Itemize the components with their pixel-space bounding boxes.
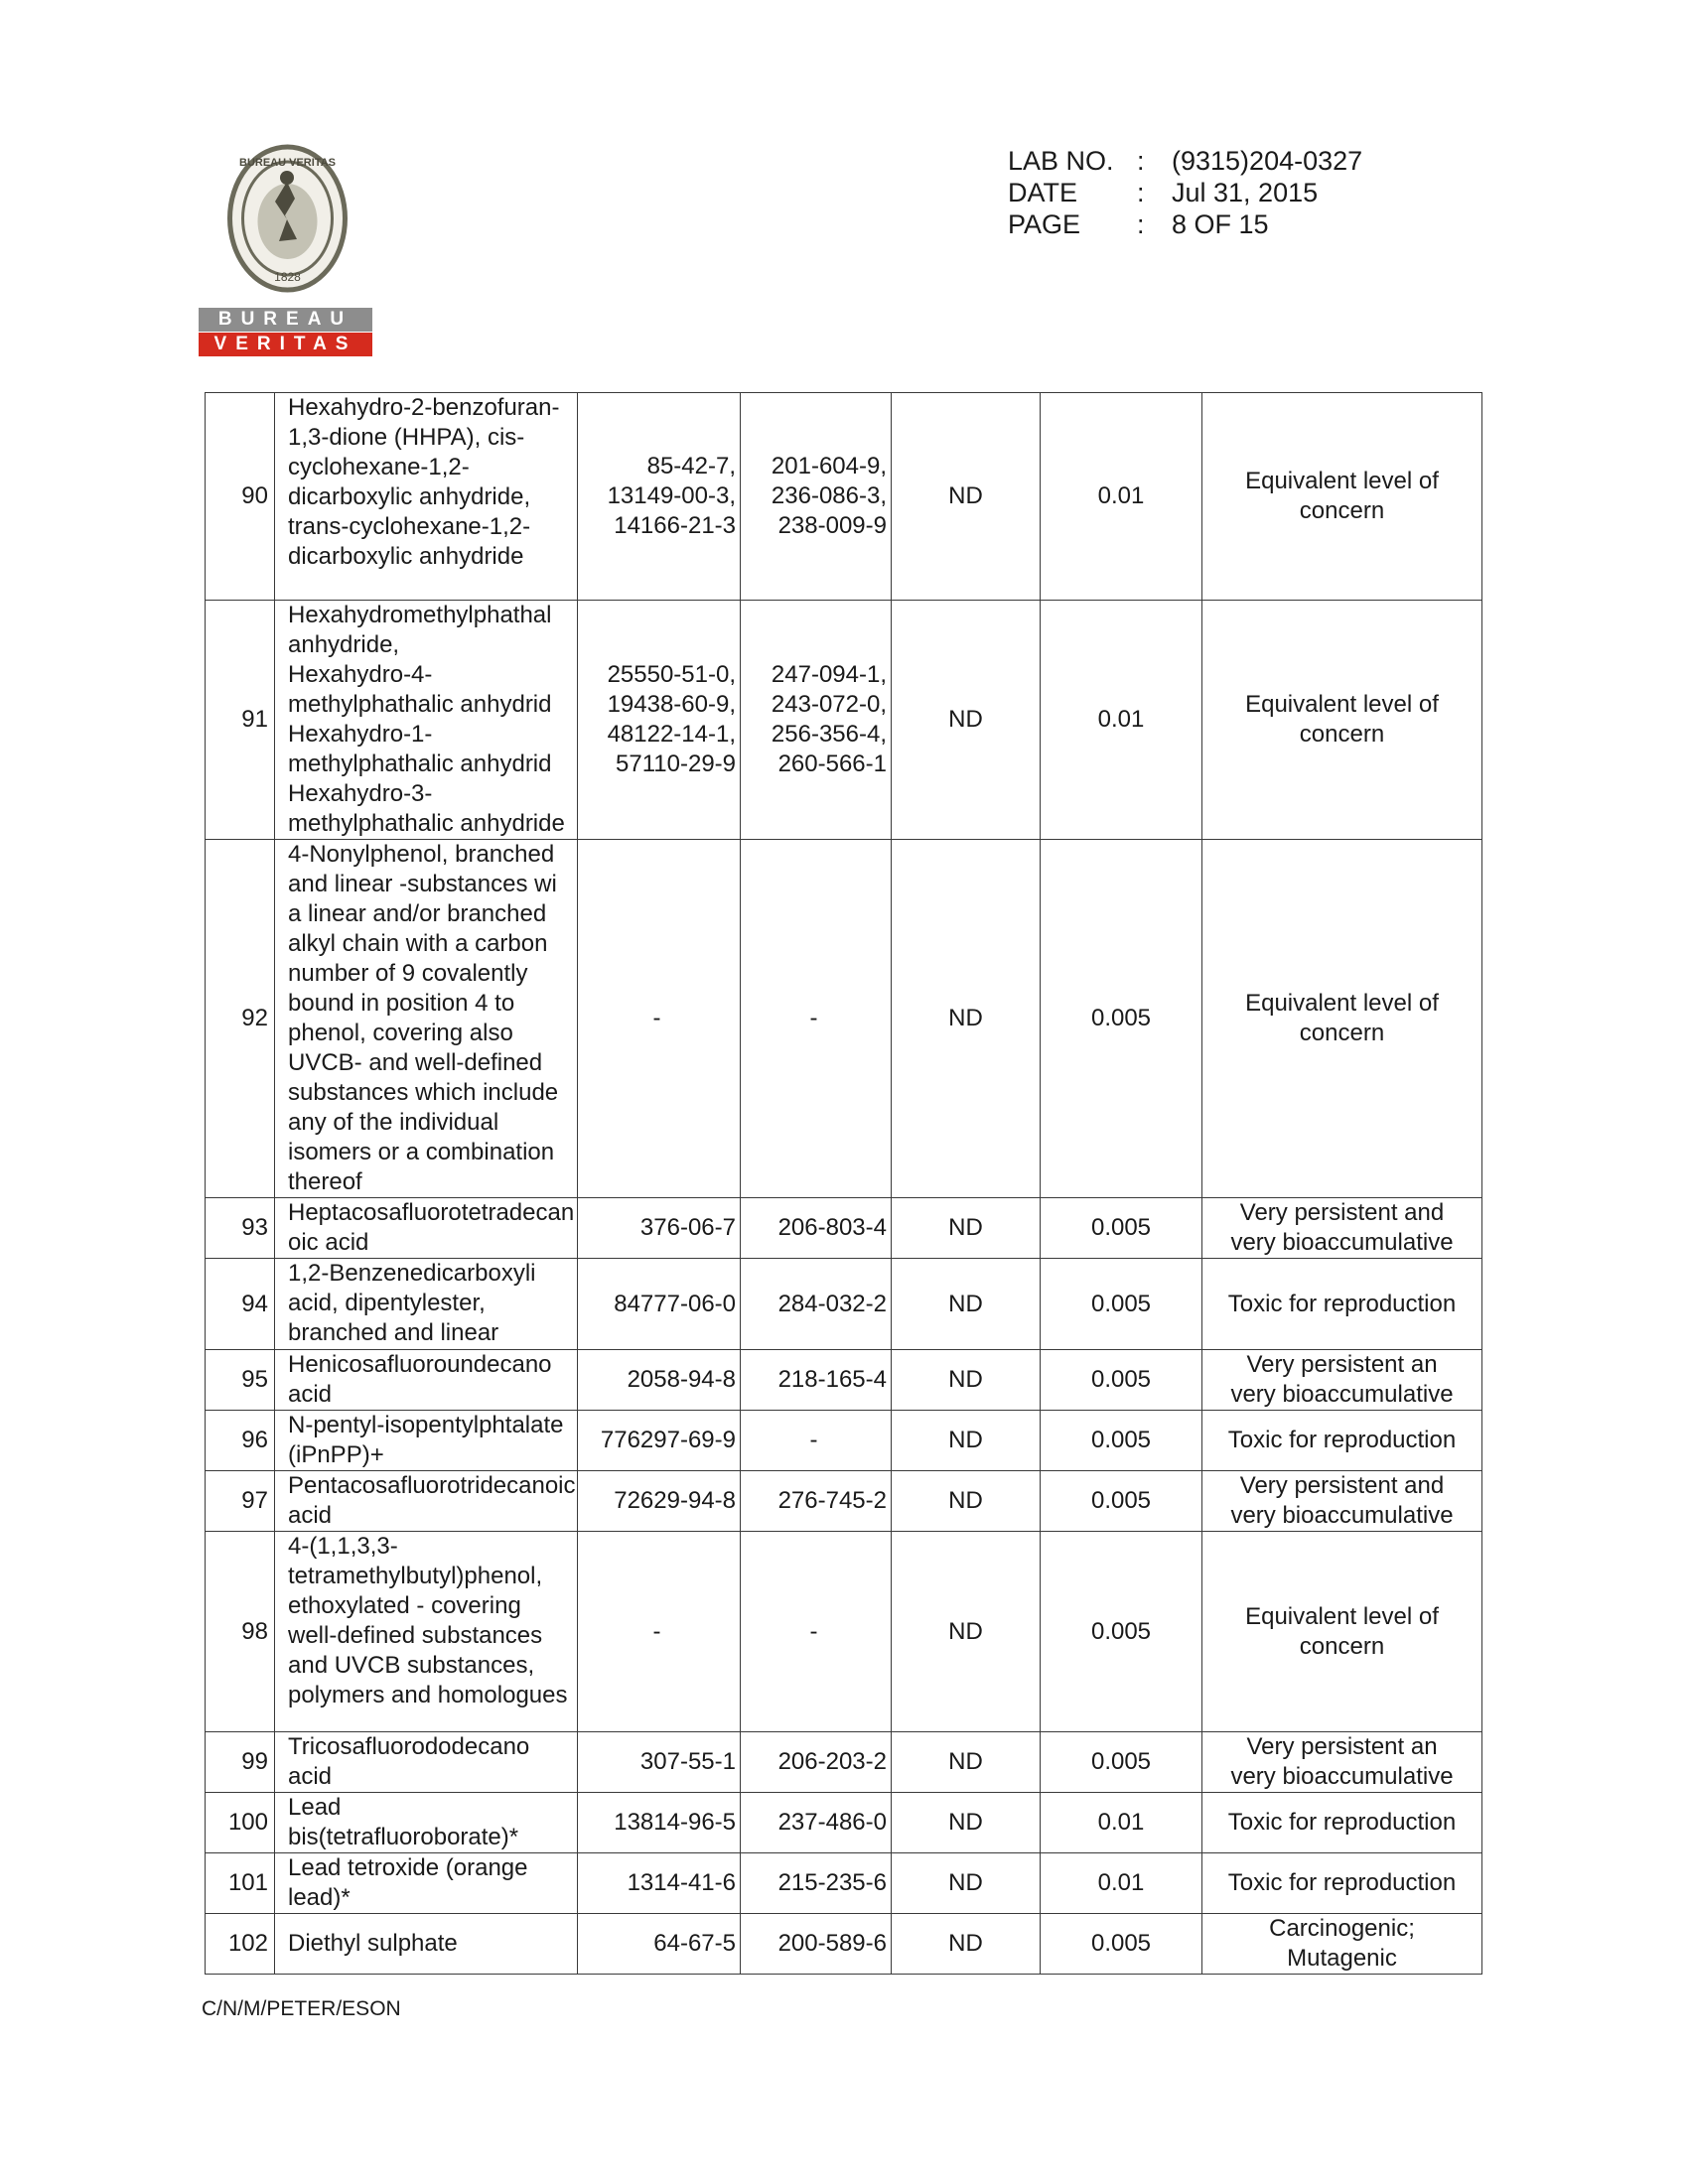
- table-row: [206, 1471, 1482, 1532]
- svg-text:1828: 1828: [274, 270, 301, 284]
- ec-number: 276-745-2: [741, 1471, 892, 1532]
- cas-number: 13814-96-5: [578, 1793, 741, 1853]
- ec-number: 206-203-2: [741, 1732, 892, 1793]
- header-label: PAGE: [1008, 209, 1081, 239]
- table-row: [206, 1793, 1482, 1853]
- cas-number: 307-55-1: [578, 1732, 741, 1793]
- reporting-limit: 0.005: [1041, 1411, 1202, 1471]
- substance-name: 1,2-Benzenedicarboxyli acid, dipentylester, branched and linear: [275, 1259, 578, 1350]
- header-label: DATE: [1008, 178, 1078, 207]
- reason-for-inclusion: Very persistent an very bioaccumulative: [1202, 1732, 1482, 1793]
- substance-name: Heptacosafluorotetradecan oic acid: [275, 1198, 578, 1259]
- reason-for-inclusion: Very persistent and very bioaccumulative: [1202, 1198, 1482, 1259]
- ec-number: 247-094-1, 243-072-0, 256-356-4, 260-566-1: [741, 601, 892, 840]
- svhc-results-table: [205, 392, 1482, 1975]
- substance-name: Lead tetroxide (orange lead)*: [275, 1853, 578, 1914]
- reporting-limit: 0.01: [1041, 601, 1202, 840]
- result: ND: [892, 1914, 1041, 1975]
- reporting-limit: 0.005: [1041, 1471, 1202, 1532]
- result: ND: [892, 840, 1041, 1198]
- table-row: [206, 1259, 1482, 1350]
- ec-number: 200-589-6: [741, 1914, 892, 1975]
- reason-for-inclusion: Equivalent level of concern: [1202, 1532, 1482, 1732]
- reporting-limit: 0.005: [1041, 1732, 1202, 1793]
- row-number: 95: [206, 1350, 275, 1411]
- reason-for-inclusion: Carcinogenic; Mutagenic: [1202, 1914, 1482, 1975]
- substance-name: Diethyl sulphate: [275, 1914, 578, 1975]
- reason-for-inclusion: Toxic for reproduction: [1202, 1259, 1482, 1350]
- table-row: [206, 1732, 1482, 1793]
- header-page: [1008, 208, 1362, 240]
- ec-number: 215-235-6: [741, 1853, 892, 1914]
- table-row: [206, 1853, 1482, 1914]
- substance-name: Hexahydromethylphathal anhydride, Hexahydro-4- methylphathalic anhydrid Hexahydro-1- methylphathalic anhydrid Hexahydro-3- methylphathalic anhydride: [275, 601, 578, 840]
- result: ND: [892, 1198, 1041, 1259]
- reason-for-inclusion: Equivalent level of concern: [1202, 393, 1482, 601]
- table-row: [206, 1411, 1482, 1471]
- reason-for-inclusion: Toxic for reproduction: [1202, 1853, 1482, 1914]
- table-row: [206, 1914, 1482, 1975]
- reason-for-inclusion: Equivalent level of concern: [1202, 601, 1482, 840]
- substance-name: Henicosafluoroundecano acid: [275, 1350, 578, 1411]
- header-value: 8 OF 15: [1172, 209, 1269, 239]
- substance-name: Tricosafluorododecano acid: [275, 1732, 578, 1793]
- result: ND: [892, 1793, 1041, 1853]
- row-number: 90: [206, 393, 275, 601]
- bureau-veritas-seal-icon: [225, 144, 350, 293]
- header-date: [1008, 177, 1362, 208]
- header-value: (9315)204-0327: [1172, 146, 1363, 176]
- reason-for-inclusion: Toxic for reproduction: [1202, 1793, 1482, 1853]
- footer-reference: C/N/M/PETER/ESON: [202, 1997, 401, 2020]
- ec-number: 218-165-4: [741, 1350, 892, 1411]
- row-number: 96: [206, 1411, 275, 1471]
- header-colon: :: [1137, 178, 1145, 207]
- ec-number: 284-032-2: [741, 1259, 892, 1350]
- ec-number: -: [741, 1411, 892, 1471]
- substance-name: 4-(1,1,3,3- tetramethylbutyl)phenol, ethoxylated - covering well-defined substances and UVCB substances, polymers and homologues: [275, 1532, 578, 1732]
- reporting-limit: 0.005: [1041, 1532, 1202, 1732]
- ec-number: 201-604-9, 236-086-3, 238-009-9: [741, 393, 892, 601]
- report-header: [1008, 145, 1362, 240]
- header-colon: :: [1137, 209, 1145, 239]
- cas-number: 25550-51-0, 19438-60-9, 48122-14-1, 57110-29-9: [578, 601, 741, 840]
- substance-name: Pentacosafluorotridecanoic acid: [275, 1471, 578, 1532]
- row-number: 99: [206, 1732, 275, 1793]
- logo-bureau-band: BUREAU: [199, 308, 372, 332]
- reporting-limit: 0.005: [1041, 1198, 1202, 1259]
- cas-number: 64-67-5: [578, 1914, 741, 1975]
- svg-text:BUREAU VERITAS: BUREAU VERITAS: [239, 157, 336, 169]
- table-row: [206, 393, 1482, 601]
- cas-number: -: [578, 1532, 741, 1732]
- result: ND: [892, 1853, 1041, 1914]
- reporting-limit: 0.01: [1041, 1853, 1202, 1914]
- table-row: [206, 601, 1482, 840]
- substance-name: Hexahydro-2-benzofuran- 1,3-dione (HHPA), cis- cyclohexane-1,2- dicarboxylic anhydride, trans-cyclohexane-1,2- dicarboxylic anhydride: [275, 393, 578, 601]
- result: ND: [892, 1350, 1041, 1411]
- header-label: LAB NO.: [1008, 146, 1114, 176]
- table-row: [206, 840, 1482, 1198]
- row-number: 98: [206, 1532, 275, 1732]
- result: ND: [892, 1471, 1041, 1532]
- table-row: [206, 1350, 1482, 1411]
- result: ND: [892, 393, 1041, 601]
- row-number: 101: [206, 1853, 275, 1914]
- substance-name: 4-Nonylphenol, branched and linear -substances wi a linear and/or branched alkyl chain with a carbon number of 9 covalently bound in position 4 to phenol, covering also UVCB- and well-defined substances which include any of the individual isomers or a combination thereof: [275, 840, 578, 1198]
- ec-number: 206-803-4: [741, 1198, 892, 1259]
- table-row: [206, 1532, 1482, 1732]
- reason-for-inclusion: Toxic for reproduction: [1202, 1411, 1482, 1471]
- reason-for-inclusion: Very persistent and very bioaccumulative: [1202, 1471, 1482, 1532]
- result: ND: [892, 1411, 1041, 1471]
- reporting-limit: 0.005: [1041, 840, 1202, 1198]
- cas-number: 376-06-7: [578, 1198, 741, 1259]
- header-lab-no: [1008, 145, 1362, 177]
- result: ND: [892, 1532, 1041, 1732]
- row-number: 94: [206, 1259, 275, 1350]
- substance-name: Lead bis(tetrafluoroborate)*: [275, 1793, 578, 1853]
- row-number: 92: [206, 840, 275, 1198]
- ec-number: -: [741, 1532, 892, 1732]
- cas-number: 2058-94-8: [578, 1350, 741, 1411]
- row-number: 102: [206, 1914, 275, 1975]
- substance-name: N-pentyl-isopentylphtalate (iPnPP)+: [275, 1411, 578, 1471]
- logo-veritas-band: VERITAS: [199, 333, 372, 356]
- reason-for-inclusion: Equivalent level of concern: [1202, 840, 1482, 1198]
- cas-number: 84777-06-0: [578, 1259, 741, 1350]
- row-number: 97: [206, 1471, 275, 1532]
- cas-number: -: [578, 840, 741, 1198]
- ec-number: 237-486-0: [741, 1793, 892, 1853]
- reporting-limit: 0.005: [1041, 1259, 1202, 1350]
- cas-number: 85-42-7, 13149-00-3, 14166-21-3: [578, 393, 741, 601]
- result: ND: [892, 601, 1041, 840]
- result: ND: [892, 1259, 1041, 1350]
- header-value: Jul 31, 2015: [1172, 178, 1319, 207]
- cas-number: 1314-41-6: [578, 1853, 741, 1914]
- cas-number: 72629-94-8: [578, 1471, 741, 1532]
- table-row: [206, 1198, 1482, 1259]
- reporting-limit: 0.01: [1041, 393, 1202, 601]
- row-number: 93: [206, 1198, 275, 1259]
- reason-for-inclusion: Very persistent an very bioaccumulative: [1202, 1350, 1482, 1411]
- cas-number: 776297-69-9: [578, 1411, 741, 1471]
- reporting-limit: 0.005: [1041, 1350, 1202, 1411]
- row-number: 91: [206, 601, 275, 840]
- row-number: 100: [206, 1793, 275, 1853]
- reporting-limit: 0.01: [1041, 1793, 1202, 1853]
- ec-number: -: [741, 840, 892, 1198]
- header-colon: :: [1137, 146, 1145, 176]
- reporting-limit: 0.005: [1041, 1914, 1202, 1975]
- result: ND: [892, 1732, 1041, 1793]
